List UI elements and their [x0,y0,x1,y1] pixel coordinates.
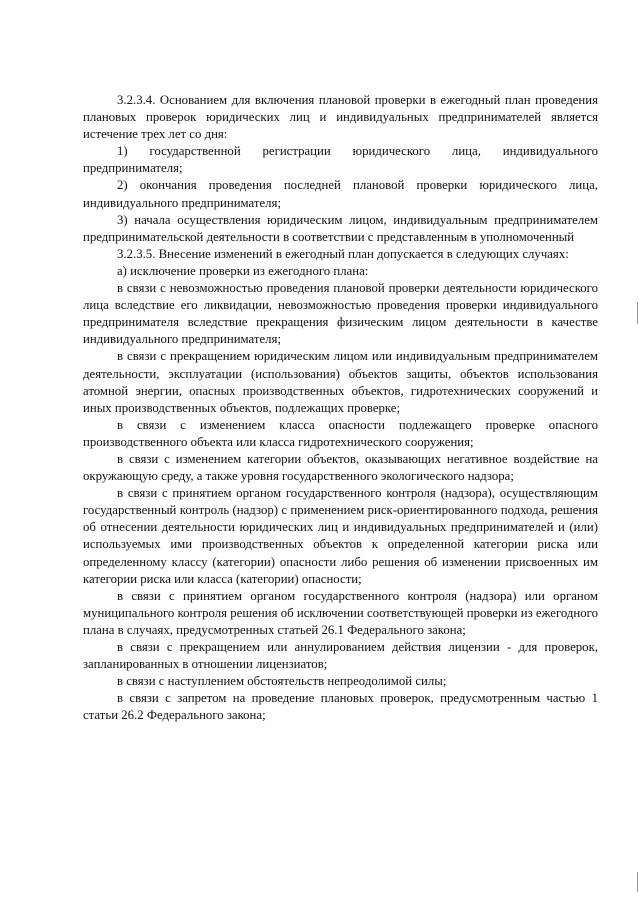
list-item-2: 2) окончания проведения последней плановой проверки юридического лица, индивидуального предпринимателя; [83,178,598,210]
case-hazard-class-change: в связи с изменением класса опасности подлежащего проверке опасного производственного объекта или класса гидротехнического сооружения; [83,417,598,449]
case-liquidation: в связи с невозможностью проведения плановой проверки деятельности юридического лица вследствие его ликвидации, невозможностью проведения проверки индивидуального предпринимателя вследствие прекращения физическим лицом деятельности в качестве индивидуального предпринимателя; [83,281,598,347]
list-item-3: 3) начала осуществления юридическим лицом, индивидуальным предпринимателем предпринимательской деятельности в соответствии с представленным в уполномоченный [83,212,598,244]
case-inspection-ban: в связи с запретом на проведение плановых проверок, предусмотренным частью 1 статьи 26.2 Федерального закона; [83,691,598,723]
scan-edge-mark [637,872,638,892]
list-item-1: 1) государственной регистрации юридического лица, индивидуального предпринимателя; [83,144,598,176]
case-risk-category-decision: в связи с принятием органом государственного контроля (надзора), осуществляющим государственный контроль (надзор) с применением риск-ориентированного подхода, решения об отнесении деятельности юридических лиц и индивидуальных предпринимателей и (или) используемых ими производственных объектов к определенной категории риска или определенному классу (категории) опасности либо решения об изменении присвоенных им категории риска или класса (категории) опасности; [83,486,598,586]
paragraph-3-2-3-4: 3.2.3.4. Основанием для включения плановой проверки в ежегодный план проведения плановых проверок юридических лиц и индивидуальных предпринимателей является истечение трех лет со дня: [83,93,598,142]
case-license-termination: в связи с прекращением или аннулированием действия лицензии - для проверок, запланированных в отношении лицензиатов; [83,640,598,672]
case-force-majeure: в связи с наступлением обстоятельств непреодолимой силы; [117,674,447,689]
subsection-a: а) исключение проверки из ежегодного плана: [117,263,369,278]
case-exclusion-decision: в связи с принятием органом государственного контроля (надзора) или органом муниципального контроля решения об исключении соответствующей проверки из ежегодного плана в случаях, предусмотренных статьей 26.1 Федерального закона; [83,588,598,637]
case-environmental-category-change: в связи с изменением категории объектов, оказывающих негативное воздействие на окружающую среду, а также уровня государственного экологического надзора; [83,451,598,484]
case-termination-activity: в связи с прекращением юридическим лицом или индивидуальным предпринимателем деятельности, эксплуатации (использования) объектов защиты, объектов использования атомной энергии, опасных производственных объектов, гидротехнических сооружений и иных производственных объектов, подлежащих проверке; [83,349,598,415]
document-page [83,92,598,724]
scan-edge-mark [637,302,638,324]
paragraph-3-2-3-5: 3.2.3.5. Внесение изменений в ежегодный план допускается в следующих случаях: [117,246,569,261]
